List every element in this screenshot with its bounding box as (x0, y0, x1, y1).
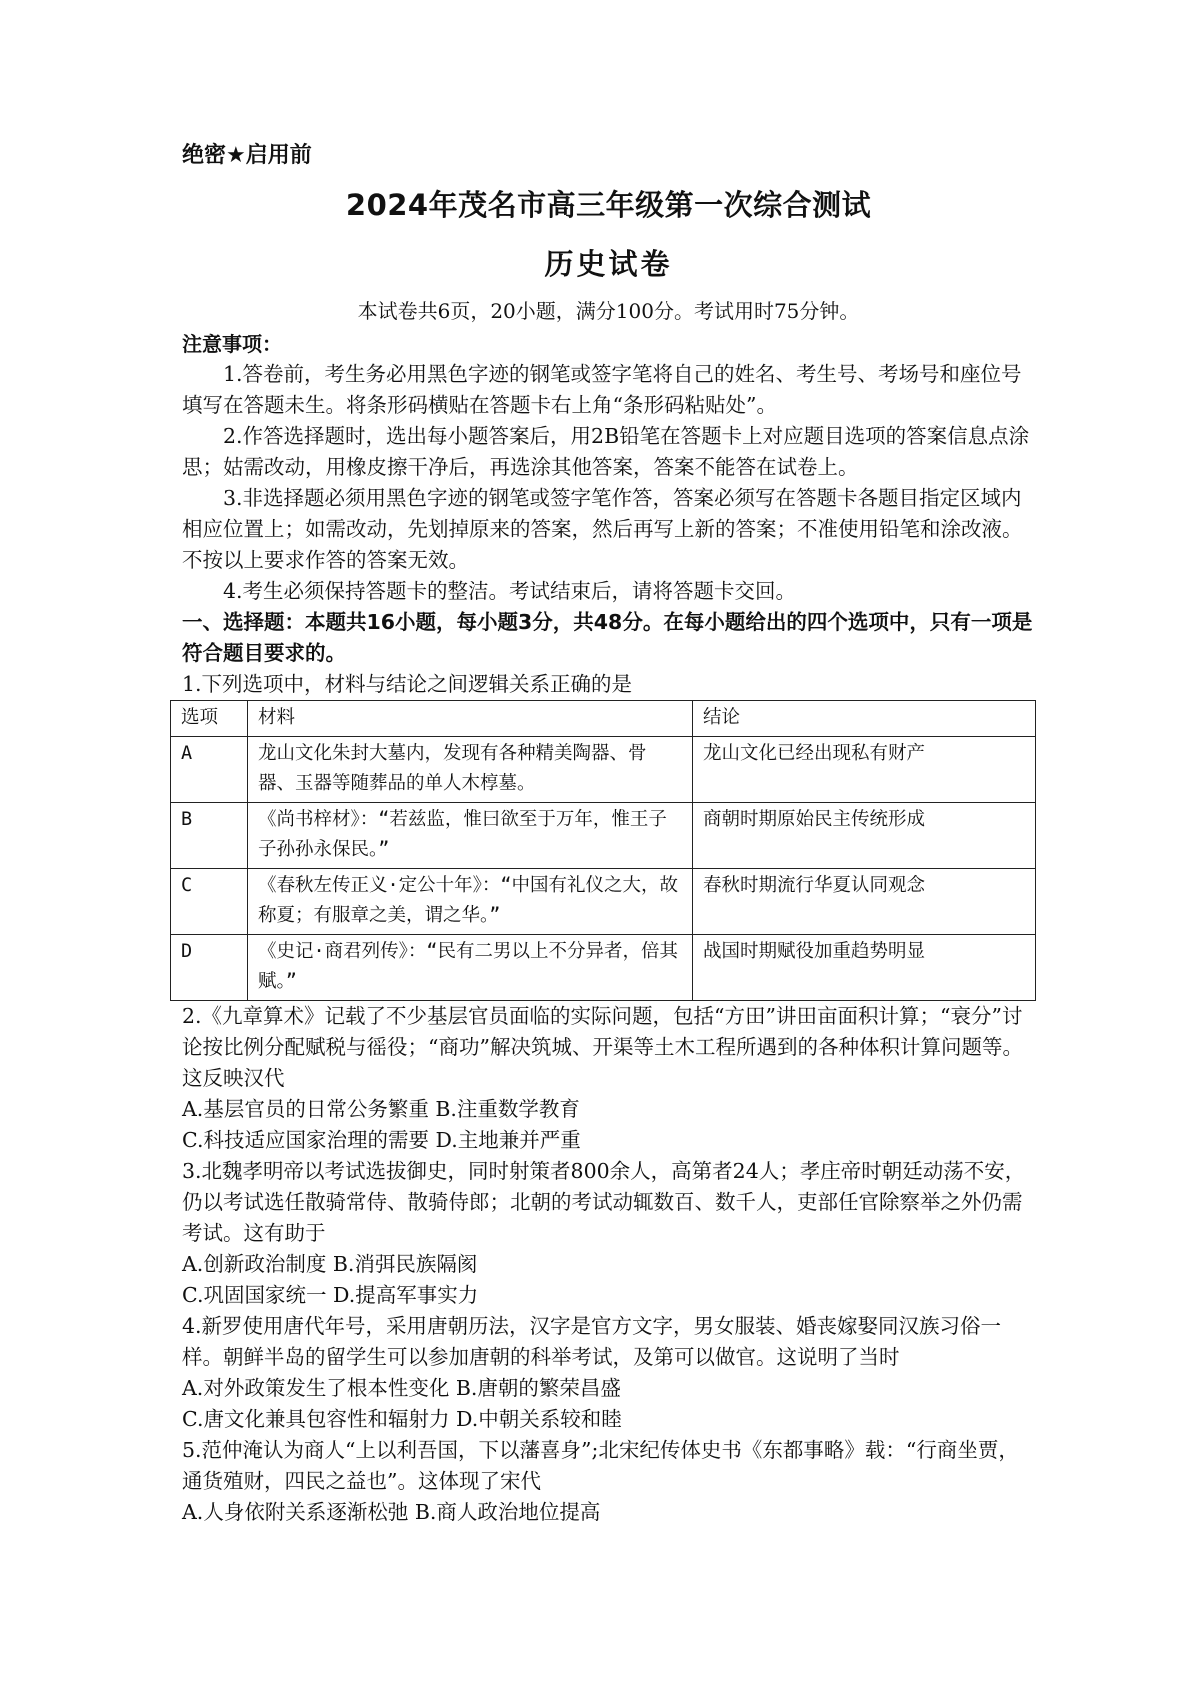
notice-heading: 注意事项： (182, 332, 282, 356)
question-stem: 5.范仲淹认为商人“上以利吾国，下以藩喜身”;北宋纪传体史书《东都事略》载：“行商坐贾，通货殖财，四民之益也”。这体现了宋代 (182, 1438, 1019, 1493)
question-stem: 1.下列选项中，材料与结论之间逻辑关系正确的是 (182, 672, 633, 696)
table-cell-option: B (171, 803, 248, 869)
answer-options: C.唐文化兼具包容性和辐射力 D.中朝关系较和睦 (182, 1407, 622, 1431)
notice-item: 4.考生必须保持答题卡的整洁。考试结束后，请将答题卡交回。 (223, 579, 797, 603)
table-cell-option: D (171, 935, 248, 1001)
answer-options: C.巩固国家统一 D.提高军事实力 (182, 1283, 479, 1307)
question-stem: 2.《九章算术》记载了不少基层官员面临的实际问题，包括“方田”讲田亩面积计算；“衰分”讨论按比例分配赋税与徭役；“商功”解决筑城、开渠等土木工程所遇到的各种体积计算问题等。这反映汉代 (182, 1004, 1023, 1090)
notice-item: 3.非选择题必须用黑色字迹的钢笔或签字笔作答，答案必须写在答题卡各题目指定区域内相应位置上；如需改动，先划掉原来的答案，然后再写上新的答案；不准使用铅笔和涂改液。不按以上要求作答的答案无效。 (182, 486, 1023, 572)
table-row (171, 869, 1036, 935)
table-cell-material: 龙山文化朱封大墓内，发现有各种精美陶器、骨器、玉器等随葬品的单人木椁墓。 (248, 737, 693, 803)
exam-title: 2024年茂名市高三年级第一次综合测试 (345, 188, 872, 222)
table-cell-material: 《史记·商君列传》：“民有二男以上不分异者，倍其赋。” (248, 935, 693, 1001)
table-cell-conclusion: 春秋时期流行华夏认同观念 (693, 869, 1036, 935)
table-cell-conclusion: 战国时期赋役加重趋势明显 (693, 935, 1036, 1001)
notice-item: 2.作答选择题时，选出每小题答案后，用2B铅笔在答题卡上对应题目选项的答案信息点涂思；姑需改动，用橡皮擦干净后，再选涂其他答案，答案不能答在试卷上。 (182, 424, 1030, 479)
answer-options: A.人身依附关系逐渐松弛 B.商人政治地位提高 (182, 1500, 601, 1524)
subject-title: 历史试卷 (544, 247, 673, 281)
table-cell-conclusion: 商朝时期原始民主传统形成 (693, 803, 1036, 869)
table-cell-option: C (171, 869, 248, 935)
question-stem: 3.北魏孝明帝以考试选拔御史，同时射策者800余人，高第者24人；孝庄帝时朝廷动荡不安，仍以考试选任散骑常侍、散骑侍郎；北朝的考试动辄数百、数千人，吏部任官除察举之外仍需考试。这有助于 (182, 1159, 1026, 1245)
table-header-cell: 结论 (693, 701, 1036, 737)
table-cell-material: 《春秋左传正义·定公十年》：“中国有礼仪之大，故称夏；有服章之美，谓之华。” (248, 869, 693, 935)
answer-options: A.基层官员的日常公务繁重 B.注重数学教育 (182, 1097, 580, 1121)
answer-options: A.对外政策发生了根本性变化 B.唐朝的繁荣昌盛 (182, 1376, 621, 1400)
table-row (171, 803, 1036, 869)
table-cell-conclusion: 龙山文化已经出现私有财产 (693, 737, 1036, 803)
table-row (171, 737, 1036, 803)
table-row (171, 935, 1036, 1001)
table-header-cell: 选项 (171, 701, 248, 737)
section-heading: 一、选择题：本题共16小题，每小题3分，共48分。在每小题给出的四个选项中，只有一项是符合题目要求的。 (182, 610, 1033, 665)
secret-mark: 绝密★启用前 (182, 143, 312, 168)
question-table (170, 700, 1036, 1001)
question-stem: 4.新罗使用唐代年号，采用唐朝历法，汉字是官方文字，男女服装、婚丧嫁娶同汉族习俗一样。朝鲜半岛的留学生可以参加唐朝的科举考试，及第可以做官。这说明了当时 (182, 1314, 1002, 1369)
answer-options: A.创新政治制度 B.消弭民族隔阂 (182, 1252, 478, 1276)
table-header-row (171, 701, 1036, 737)
table-cell-option: A (171, 737, 248, 803)
exam-page (182, 138, 1035, 1528)
exam-info: 本试卷共6页，20小题，满分100分。考试用时75分钟。 (357, 299, 860, 323)
table-cell-material: 《尚书梓材》：“若兹监，惟曰欲至于万年，惟王子子孙孙永保民。” (248, 803, 693, 869)
answer-options: C.科技适应国家治理的需要 D.主地兼并严重 (182, 1128, 581, 1152)
table-header-cell: 材料 (248, 701, 693, 737)
notice-item: 1.答卷前，考生务必用黑色字迹的钢笔或签字笔将自己的姓名、考生号、考场号和座位号填写在答题未生。将条形码横贴在答题卡右上角“条形码粘贴处”。 (182, 362, 1022, 417)
